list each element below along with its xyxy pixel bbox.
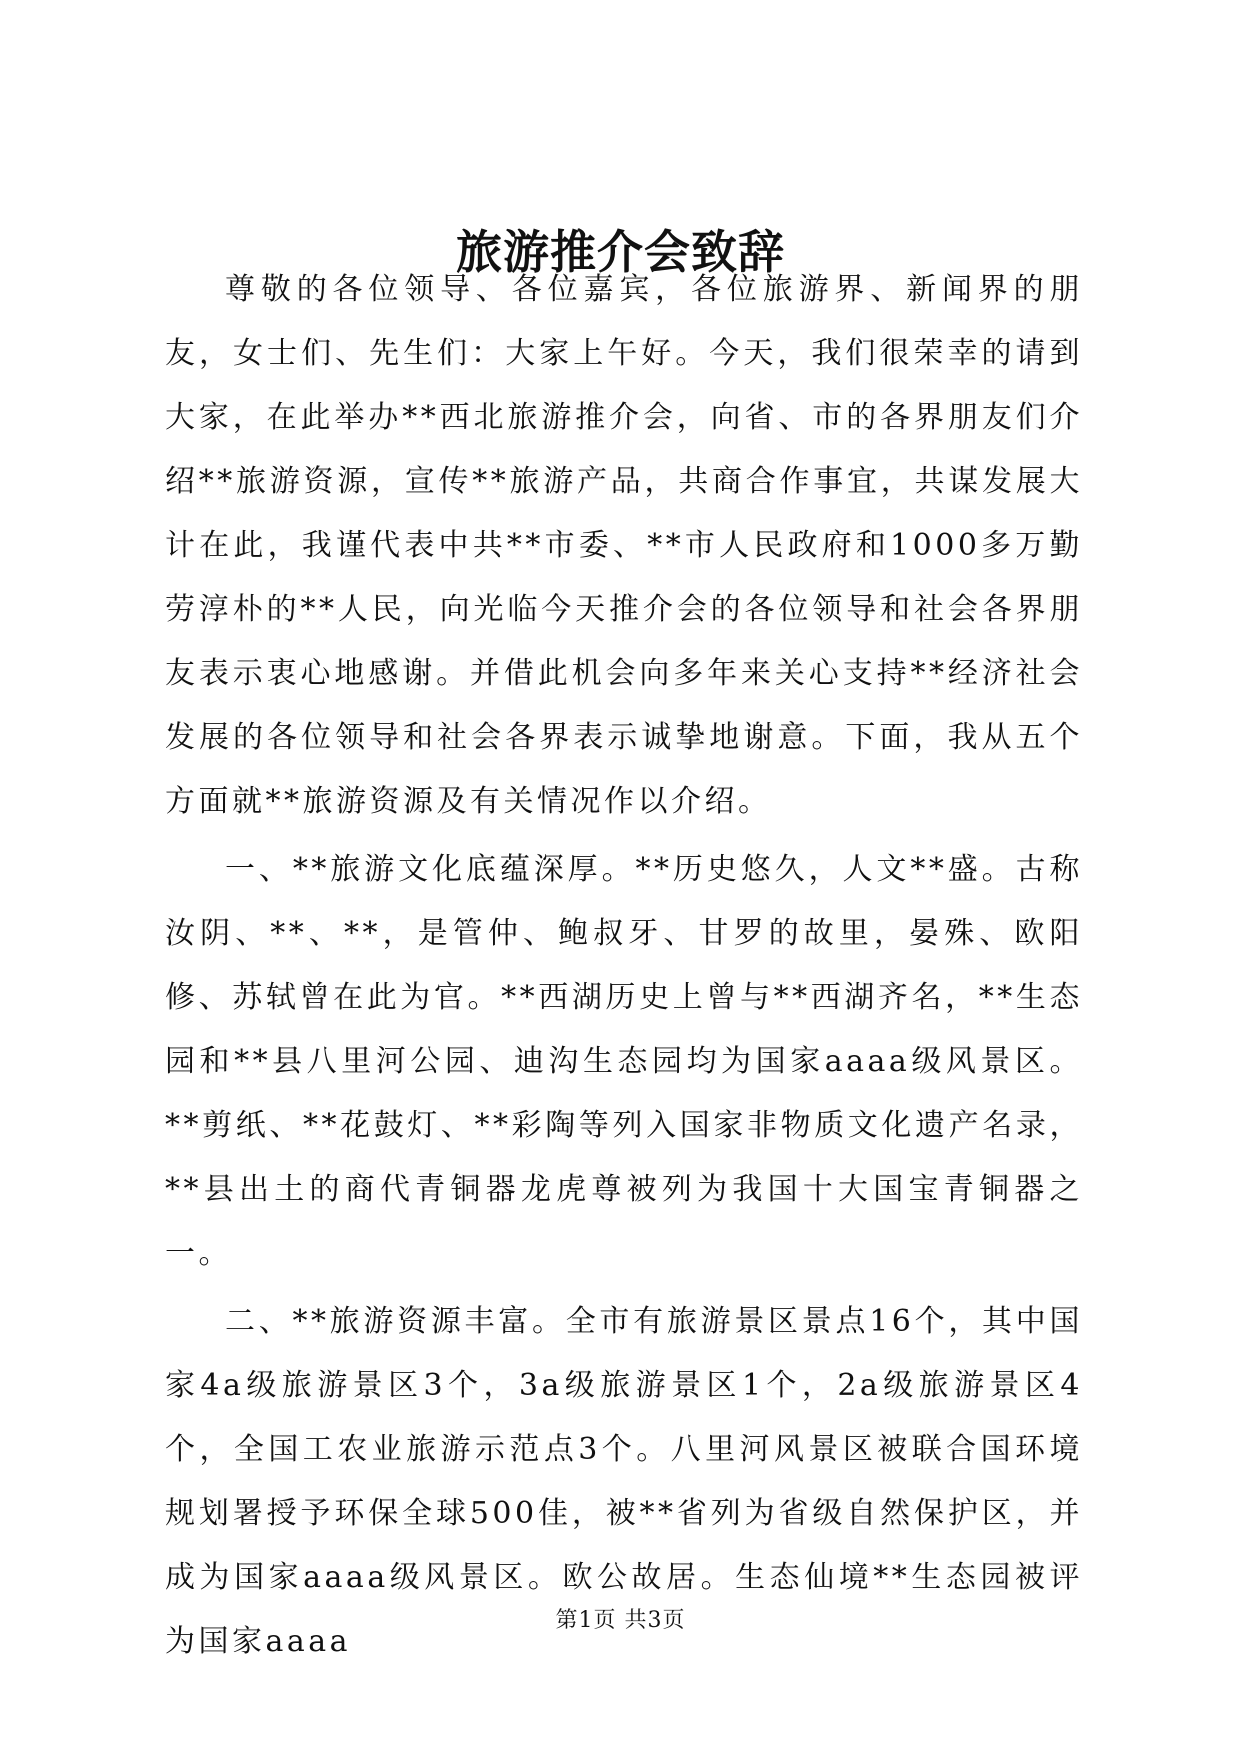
paragraph-greeting: 尊敬的各位领导、各位嘉宾，各位旅游界、新闻界的朋友，女士们、先生们：大家上午好。今天，我们很荣幸的请到大家，在此举办**西北旅游推介会，向省、市的各界朋友们介绍**旅游资源，宣传**旅游产品，共商合作事宜，共谋发展大计在此，我谨代表中共**市委、**市人民政府和1000多万勤劳淳朴的**人民，向光临今天推介会的各位领导和社会各界朋友表示衷心地感谢。并借此机会向多年来关心支持**经济社会发展的各位领导和社会各界表示诚挚地谢意。下面，我从五个方面就**旅游资源及有关情况作以介绍。 — [165, 272, 1083, 819]
page-number: 第1页 共3页 — [555, 1608, 686, 1633]
paragraph-culture: 一、**旅游文化底蕴深厚。**历史悠久，人文**盛。古称汝阴、**、**，是管仲、鲍叔牙、甘罗的故里，晏殊、欧阳修、苏轼曾在此为官。**西湖历史上曾与**西湖齐名，**生态园和**县八里河公园、迪沟生态园均为国家aaaa级风景区。**剪纸、**花鼓灯、**彩陶等列入国家非物质文化遗产名录，**县出土的商代青铜器龙虎尊被列为我国十大国宝青铜器之一。 — [165, 852, 1083, 1271]
document-title: 旅游推介会致辞 — [456, 225, 785, 279]
document-body — [165, 258, 1083, 1674]
page-footer — [0, 1606, 1241, 1636]
paragraph-resources: 二、**旅游资源丰富。全市有旅游景区景点16个，其中国家4a级旅游景区3个，3a级旅游景区1个，2a级旅游景区4个，全国工农业旅游示范点3个。八里河风景区被联合国环境规划署授予环保全球500佳，被**省列为省级自然保护区，并成为国家aaaa级风景区。欧公故居。生态仙境**生态园被评为国家aaaa — [165, 1304, 1083, 1659]
